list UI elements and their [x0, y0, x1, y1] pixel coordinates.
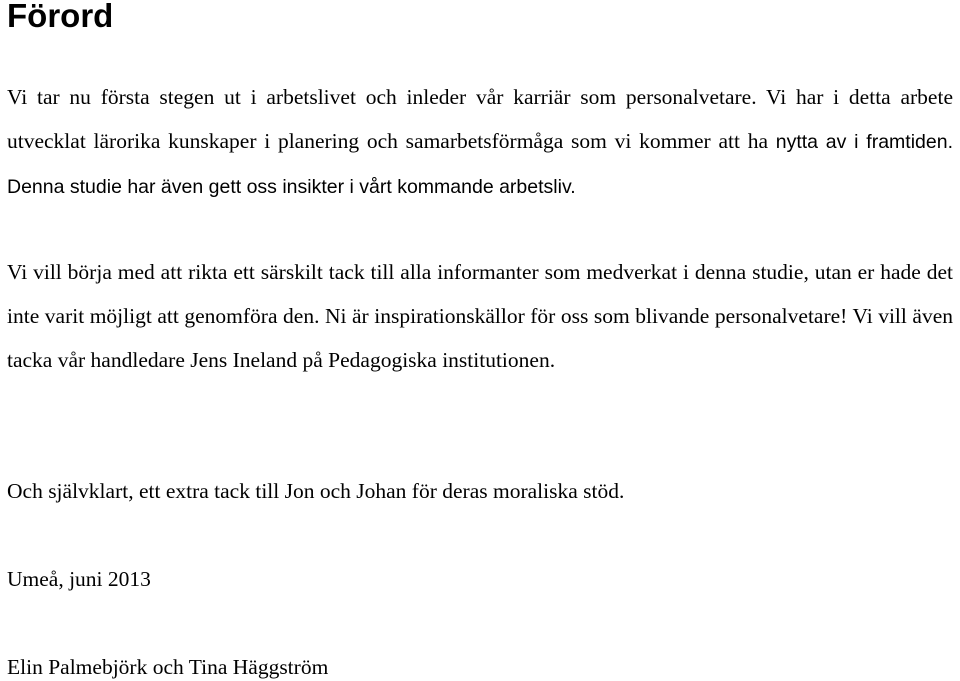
extra-thanks-paragraph: Och självklart, ett extra tack till Jon och Johan för deras moraliska stöd.: [7, 479, 625, 503]
intro-paragraph-serif-text: Vi tar nu första stegen ut i arbetslivet och inleder vår karriär som personalvetare. Vi har i detta arbete utvecklat lärorika kunskaper i planering och samarbetsförmåga som vi kommer att ha: [7, 85, 953, 153]
intro-paragraph: [7, 75, 953, 209]
intro-paragraph-sans-text: nytta av i framtiden. Denna studie har även gett oss insikter i vårt kommande arbetsliv.: [7, 131, 953, 198]
date-line: Umeå, juni 2013: [7, 567, 151, 591]
authors-line: Elin Palmebjörk och Tina Häggström: [7, 655, 329, 679]
page-title: Förord: [7, 0, 114, 34]
thanks-paragraph: Vi vill börja med att rikta ett särskilt tack till alla informanter som medverkat i denna studie, utan er hade det inte varit möjligt att genomföra den. Ni är inspirationskällor för oss som blivande personalvetare! Vi vill även tacka vår handledare Jens Ineland på Pedagogiska institutionen.: [7, 260, 953, 372]
